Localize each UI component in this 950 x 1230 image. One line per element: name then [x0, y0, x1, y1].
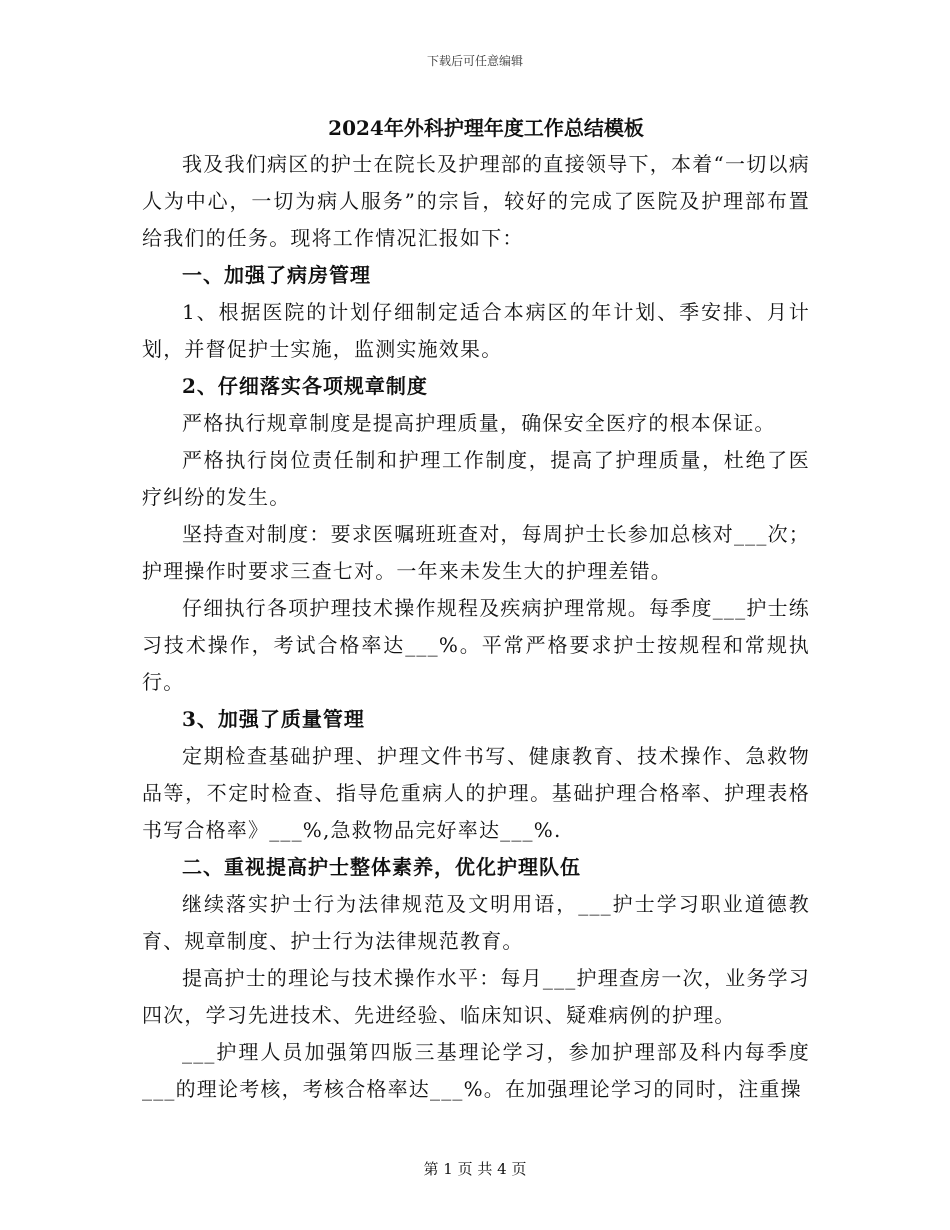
- document-title: 2024年外科护理年度工作总结模板: [328, 116, 644, 140]
- paragraph: ___护理人员加强第四版三基理论学习，参加护理部及科内每季度___的理论考核，考核合格率达___%。在加强理论学习的同时，注重操: [142, 1040, 810, 1101]
- paragraph: 提高护士的理论与技术操作水平：每月___护理查房一次，业务学习四次，学习先进技术、先进经验、临床知识、疑难病例的护理。: [142, 966, 810, 1027]
- paragraph: 仔细执行各项护理技术操作规程及疾病护理常规。每季度___护士练习技术操作，考试合格率达___%。平常严格要求护士按规程和常规执行。: [142, 596, 810, 694]
- paragraph-intro: 我及我们病区的护士在院长及护理部的直接领导下，本着“一切以病人为中心，一切为病人服务”的宗旨，较好的完成了医院及护理部布置给我们的任务。现将工作情况汇报如下：: [142, 152, 810, 250]
- paragraph: 继续落实护士行为法律规范及文明用语，___护士学习职业道德教育、规章制度、护士行为法律规范教育。: [142, 892, 810, 953]
- subsection-heading-3: 3、加强了质量管理: [182, 707, 365, 731]
- page-header-note: 下载后可任意编辑: [426, 54, 523, 68]
- paragraph: 坚持查对制度：要求医嘱班班查对，每周护士长参加总核对___次；护理操作时要求三查七对。一年来未发生大的护理差错。: [142, 522, 810, 583]
- document-body: [142, 114, 810, 1108]
- paragraph: 严格执行规章制度是提高护理质量，确保安全医疗的根本保证。: [182, 411, 776, 435]
- page-number-footer: 第 1 页 共 4 页: [423, 1160, 527, 1178]
- section-heading-1: 一、加强了病房管理: [182, 263, 371, 287]
- paragraph: 1、根据医院的计划仔细制定适合本病区的年计划、季安排、月计划，并督促护士实施，监测实施效果。: [142, 300, 810, 361]
- paragraph: 严格执行岗位责任制和护理工作制度，提高了护理质量，杜绝了医疗纠纷的发生。: [142, 448, 810, 509]
- paragraph: 定期检查基础护理、护理文件书写、健康教育、技术操作、急救物品等，不定时检查、指导危重病人的护理。基础护理合格率、护理表格书写合格率》___%,急救物品完好率达___%.: [142, 744, 810, 842]
- subsection-heading-2: 2、仔细落实各项规章制度: [182, 374, 428, 398]
- section-heading-2: 二、重视提高护士整体素养，优化护理队伍: [182, 855, 581, 879]
